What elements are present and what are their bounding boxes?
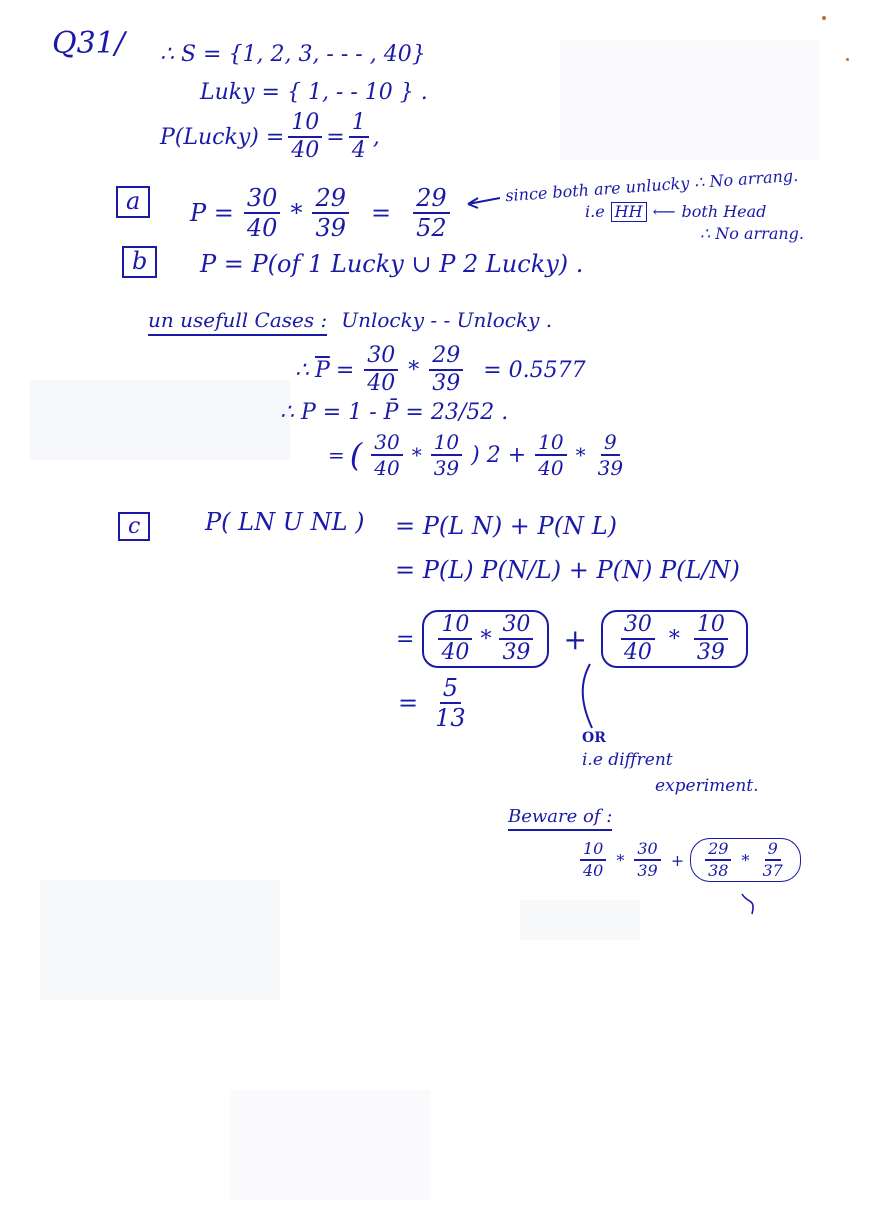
part-a-note-line1: since both are unlucky ∴ No arrang. <box>504 165 799 206</box>
denominator: 39 <box>637 861 658 880</box>
both-head-text: both Head <box>681 202 767 222</box>
fraction <box>499 614 533 664</box>
fraction <box>759 841 785 879</box>
times-sign: * <box>668 626 680 652</box>
denominator: 38 <box>708 861 729 880</box>
beware-expression <box>576 838 801 882</box>
numerator: 30 <box>364 345 398 371</box>
therefore-sign: ∴ <box>295 357 309 383</box>
denominator: 40 <box>291 138 320 163</box>
denominator: 39 <box>597 456 624 480</box>
times-sign: * <box>575 443 586 467</box>
or-note-2: experiment. <box>655 776 759 796</box>
fraction <box>432 676 469 730</box>
part-c-result <box>398 676 473 730</box>
alt-expression <box>328 432 630 478</box>
times-sign: * <box>741 850 750 870</box>
fraction <box>349 112 369 162</box>
bleed-through-shadow <box>40 880 280 1000</box>
numerator: 30 <box>621 614 655 640</box>
unuseful-cases-line <box>148 308 552 336</box>
times-sign: * <box>480 626 492 652</box>
equals-sign: = <box>326 124 345 150</box>
denominator: 13 <box>435 704 466 732</box>
denominator: 40 <box>538 456 564 480</box>
denominator: 40 <box>441 640 470 665</box>
numerator: 29 <box>312 186 349 214</box>
denominator: 39 <box>502 640 531 665</box>
times-sign: * <box>408 357 420 383</box>
equals-sign: = <box>335 357 355 383</box>
times-sign: * <box>411 443 422 467</box>
beware-label: Beware of : <box>508 806 612 831</box>
fraction <box>288 112 322 162</box>
denominator: 4 <box>351 138 366 163</box>
numerator: 29 <box>429 345 463 371</box>
equals-sign: = <box>370 199 392 227</box>
numerator: 10 <box>535 432 566 456</box>
denominator: 39 <box>315 214 346 242</box>
denominator: 40 <box>623 640 652 665</box>
boxed-term-2 <box>601 610 748 668</box>
numerator: 10 <box>694 614 728 640</box>
bleed-through-shadow <box>30 380 290 460</box>
fraction <box>312 186 349 240</box>
part-c-expression: P( LN U NL ) <box>205 508 365 536</box>
squiggle-mark <box>738 890 768 920</box>
numerator: 30 <box>499 614 533 640</box>
circled-term <box>690 838 801 882</box>
or-connector-curve <box>570 662 610 732</box>
fraction <box>429 345 463 395</box>
numerator: 30 <box>244 186 281 214</box>
numerator: 9 <box>601 432 620 456</box>
fraction <box>371 432 402 478</box>
denominator: 39 <box>433 456 460 480</box>
p-bar-line <box>295 345 586 395</box>
times-sign: * <box>616 850 625 870</box>
part-c-line3 <box>396 610 748 668</box>
fraction <box>535 432 566 478</box>
bleed-through-shadow <box>520 900 640 940</box>
open-paren: ( <box>349 436 363 474</box>
fraction <box>621 614 655 664</box>
numerator: 9 <box>765 841 781 861</box>
denominator: 39 <box>696 640 725 665</box>
p-complement-line: ∴ P = 1 - P̄ = 23/52 . <box>280 400 509 425</box>
denominator: 40 <box>367 371 396 396</box>
ink-dot <box>822 16 826 20</box>
arrow-glyph: ⟵ <box>652 202 676 222</box>
numerator: 10 <box>438 614 472 640</box>
plus-sign: + <box>563 622 587 656</box>
part-a-note-line2 <box>585 202 766 222</box>
p-bar-symbol: $\overline{P}$ <box>315 357 330 383</box>
p-lucky-lhs: P(Lucky) = <box>160 124 285 150</box>
denominator: 40 <box>246 214 278 242</box>
plus-sign: + <box>670 850 685 870</box>
or-label: OR <box>582 730 606 746</box>
fraction <box>431 432 462 478</box>
denominator: 40 <box>583 861 604 880</box>
fraction <box>413 186 450 240</box>
fraction <box>705 841 731 879</box>
part-a-label: a <box>116 186 150 218</box>
fraction <box>244 186 281 240</box>
part-c-line2: = P(L) P(N/L) + P(N) P(L/N) <box>395 556 740 584</box>
numerator: 10 <box>288 112 322 138</box>
part-c-line1: = P(L N) + P(N L) <box>395 512 617 540</box>
part-a-lhs: P = <box>190 199 234 227</box>
equals-sign: = <box>398 689 419 717</box>
lucky-set: Luky = { 1, - - 10 } . <box>200 80 428 105</box>
part-c-label: c <box>118 512 150 541</box>
unuseful-cases-label: un usefull Cases : <box>148 308 327 336</box>
part-a-expression <box>190 186 454 240</box>
arrow-icon <box>462 192 502 212</box>
numerator: 10 <box>580 841 606 861</box>
part-b-label: b <box>122 246 157 278</box>
p-lucky-line <box>160 112 380 162</box>
part-a-note-line3: ∴ No arrang. <box>700 224 804 243</box>
numerator: 30 <box>634 841 660 861</box>
numerator: 30 <box>371 432 402 456</box>
boxed-term-1 <box>422 610 549 668</box>
numerator: 29 <box>413 186 450 214</box>
fraction <box>634 841 660 879</box>
unuseful-cases-value: Unlocky - - Unlocky . <box>341 308 553 332</box>
comma: , <box>372 124 380 150</box>
denominator: 37 <box>762 861 783 880</box>
ink-dot <box>846 58 849 61</box>
fraction <box>595 432 626 478</box>
denominator: 40 <box>374 456 400 480</box>
times-sign: * <box>290 199 303 227</box>
denominator: 39 <box>432 371 461 396</box>
question-label: Q31/ <box>52 26 125 61</box>
fraction <box>364 345 398 395</box>
fraction <box>438 614 472 664</box>
sample-space: ∴ S = {1, 2, 3, - - - , 40} <box>160 42 426 67</box>
numerator: 10 <box>431 432 462 456</box>
or-note-1: i.e diffrent <box>582 750 673 770</box>
equals-sign: = <box>396 626 415 652</box>
hh-box: HH <box>611 202 647 222</box>
bleed-through-shadow <box>560 40 820 160</box>
alt-middle: ) 2 + <box>471 442 527 468</box>
numerator: 29 <box>705 841 731 861</box>
bleed-through-shadow <box>230 1090 430 1200</box>
part-b-expression: P = P(of 1 Lucky ∪ P 2 Lucky) . <box>200 250 584 278</box>
denominator: 52 <box>416 214 447 242</box>
fraction <box>580 841 606 879</box>
p-bar-result: = 0.5577 <box>483 357 586 383</box>
equals-sign: = <box>328 443 345 467</box>
ie-label: i.e <box>585 202 605 222</box>
fraction <box>694 614 728 664</box>
numerator: 5 <box>440 676 461 704</box>
numerator: 1 <box>349 112 369 138</box>
